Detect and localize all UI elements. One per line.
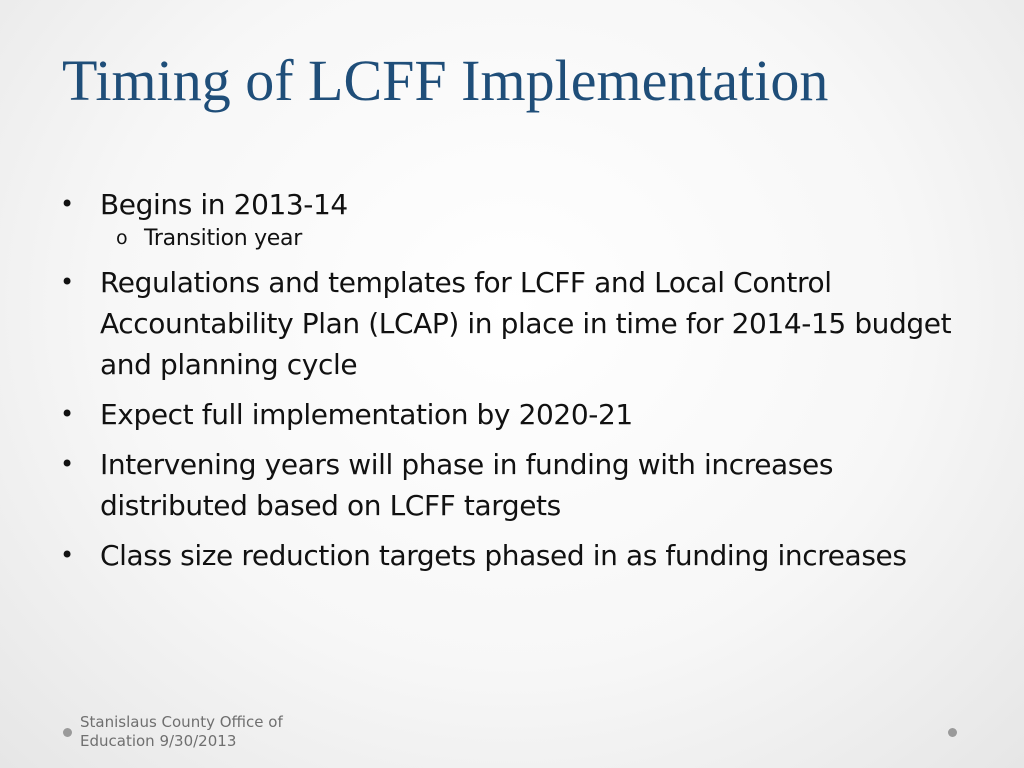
bullet-list (54, 184, 964, 585)
sub-bullet-item (100, 225, 964, 253)
sub-bullet-list (100, 225, 964, 253)
bullet-item (54, 184, 964, 253)
bullet-marker: • (60, 190, 74, 218)
bullet-marker: • (60, 400, 74, 428)
bullet-item (54, 262, 964, 385)
sub-bullet-text: Transition year (144, 226, 302, 251)
bullet-item (54, 535, 964, 576)
bullet-item (54, 444, 964, 526)
footer-dot-right-icon (948, 728, 957, 737)
footer-dot-left-icon (63, 728, 72, 737)
sub-bullet-marker: o (116, 227, 128, 249)
bullet-text: Class size reduction targets phased in as funding increases (100, 539, 907, 572)
bullet-marker: • (60, 541, 74, 569)
bullet-text: Expect full implementation by 2020-21 (100, 398, 633, 431)
bullet-text: Regulations and templates for LCFF and Local Control Accountability Plan (LCAP) in place in time for 2014-15 budget and planning cycle (100, 266, 952, 381)
bullet-text: Begins in 2013-14 (100, 188, 348, 221)
bullet-marker: • (60, 450, 74, 478)
slide-title: Timing of LCFF Implementation (62, 48, 829, 113)
footer-text: Stanislaus County Office of Education 9/30/2013 (80, 713, 283, 750)
bullet-text: Intervening years will phase in funding with increases distributed based on LCFF targets (100, 448, 834, 522)
bullet-item (54, 394, 964, 435)
bullet-marker: • (60, 268, 74, 296)
